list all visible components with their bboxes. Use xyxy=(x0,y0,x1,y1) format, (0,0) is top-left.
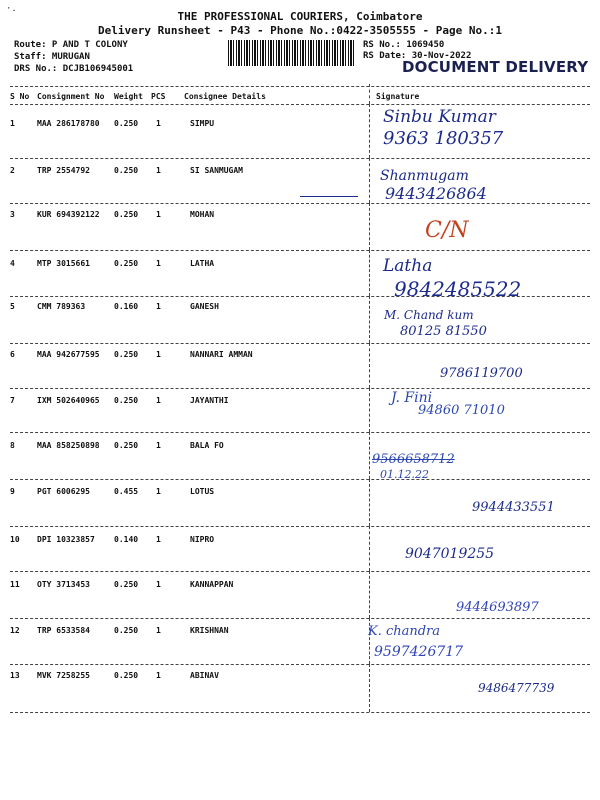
column-divider xyxy=(369,250,370,296)
row-pcs: 1 xyxy=(156,166,161,175)
row-consignment-no: MAA 286178780 xyxy=(37,119,100,128)
header-column-divider xyxy=(369,84,370,104)
row-consignee: SIMPU xyxy=(190,119,215,128)
row-consignee: LATHA xyxy=(190,259,215,268)
row-sno: 7 xyxy=(10,396,15,405)
row-sno: 6 xyxy=(10,350,15,359)
row-consignment-no: TRP 6533584 xyxy=(37,626,90,635)
col-header-consignee: Consignee Details xyxy=(184,92,266,101)
rs-date: RS Date: 30-Nov-2022 xyxy=(363,51,472,61)
row-signature-phone: 80125 81550 xyxy=(400,324,487,339)
row-divider xyxy=(10,571,590,572)
row-divider xyxy=(10,343,590,344)
route-label: Route: P AND T COLONY xyxy=(14,40,128,50)
row-signature: Shanmugam xyxy=(380,168,469,184)
row-divider xyxy=(10,526,590,527)
row-consignment-no: PGT 6006295 xyxy=(37,487,90,496)
row-pcs: 1 xyxy=(156,119,161,128)
row-sno: 11 xyxy=(10,580,20,589)
row-signature: J. Fini xyxy=(391,390,433,406)
column-divider xyxy=(369,388,370,432)
row-consignee: ABINAV xyxy=(190,671,219,680)
row-consignee: MOHAN xyxy=(190,210,215,219)
row-sno: 2 xyxy=(10,166,15,175)
row-divider xyxy=(10,158,590,159)
col-header-sno: S No xyxy=(10,92,30,101)
row-signature: 9047019255 xyxy=(405,546,495,562)
column-divider xyxy=(369,479,370,526)
row-signature: 9486477739 xyxy=(478,681,555,695)
column-divider xyxy=(369,104,370,158)
row-pcs: 1 xyxy=(156,626,161,635)
row-consignment-no: OTY 3713453 xyxy=(37,580,90,589)
row-weight: 0.250 xyxy=(114,580,139,589)
col-header-weight: Weight xyxy=(114,92,143,101)
row-signature-phone: 9443426864 xyxy=(385,184,487,203)
row-consignment-no: IXM 502640965 xyxy=(37,396,100,405)
rs-number: RS No.: 1069450 xyxy=(363,40,445,50)
row-consignee: KANNAPPAN xyxy=(190,580,234,589)
row-pcs: 1 xyxy=(156,580,161,589)
row-consignment-no: KUR 694392122 xyxy=(37,210,100,219)
row-signature: Latha xyxy=(383,256,433,276)
row-weight: 0.250 xyxy=(114,210,139,219)
row-signature: K. chandra xyxy=(368,624,441,639)
row-consignment-no: TRP 2554792 xyxy=(37,166,90,175)
row-pcs: 1 xyxy=(156,535,161,544)
header-bottom-rule xyxy=(10,104,590,105)
row-divider xyxy=(10,712,590,713)
column-divider xyxy=(369,203,370,250)
column-divider xyxy=(369,571,370,618)
row-weight: 0.250 xyxy=(114,119,139,128)
row-consignment-no: MTP 3015661 xyxy=(37,259,90,268)
row-sno: 9 xyxy=(10,487,15,496)
row-weight: 0.250 xyxy=(114,259,139,268)
row-consignee: KRISHNAN xyxy=(190,626,229,635)
row-weight: 0.250 xyxy=(114,441,139,450)
col-header-signature: Signature xyxy=(376,92,420,101)
row-weight: 0.250 xyxy=(114,166,139,175)
runsheet-title: THE PROFESSIONAL COURIERS, Coimbatore xyxy=(177,10,423,23)
column-divider xyxy=(369,618,370,664)
col-header-consignment: Consignment No xyxy=(37,92,105,101)
row-weight: 0.455 xyxy=(114,487,139,496)
row-signature-phone: 94860 71010 xyxy=(418,403,505,418)
row-consignee: GANESH xyxy=(190,302,219,311)
row-divider xyxy=(10,479,590,480)
column-divider xyxy=(369,158,370,203)
row-pcs: 1 xyxy=(156,487,161,496)
row-consignee: NANNARI AMMAN xyxy=(190,350,253,359)
row-signature-phone: 9363 180357 xyxy=(383,128,504,149)
scan-mark: ·. xyxy=(6,4,17,14)
row-sno: 4 xyxy=(10,259,15,268)
row-pcs: 1 xyxy=(156,441,161,450)
row-divider xyxy=(10,432,590,433)
row-pcs: 1 xyxy=(156,210,161,219)
column-divider xyxy=(369,664,370,712)
delivery-type-stamp: DOCUMENT DELIVERY xyxy=(402,58,589,76)
row-consignee: LOTUS xyxy=(190,487,215,496)
row-consignment-no: MVK 7258255 xyxy=(37,671,90,680)
row-weight: 0.160 xyxy=(114,302,139,311)
row-sno: 8 xyxy=(10,441,15,450)
row-consignee: JAYANTHI xyxy=(190,396,229,405)
row-weight: 0.250 xyxy=(114,350,139,359)
row-weight: 0.250 xyxy=(114,626,139,635)
row-signature: Sinbu Kumar xyxy=(383,107,496,127)
row-signature-phone: 9944433551 xyxy=(472,500,555,515)
row-signature: 9444693897 xyxy=(456,600,539,615)
row-consignment-no: MAA 858250898 xyxy=(37,441,100,450)
row-consignment-no: MAA 942677595 xyxy=(37,350,100,359)
row-sno: 1 xyxy=(10,119,15,128)
row-divider xyxy=(10,250,590,251)
row-signature-phone: 01.12.22 xyxy=(380,468,429,481)
row-divider xyxy=(10,388,590,389)
runsheet-subtitle: Delivery Runsheet - P43 - Phone No.:0422-3505555 - Page No.:1 xyxy=(98,24,502,37)
col-header-pcs: PCS xyxy=(151,92,166,101)
column-divider xyxy=(369,526,370,571)
row-weight: 0.250 xyxy=(114,396,139,405)
row-divider xyxy=(10,618,590,619)
row-signature: 9566658712 xyxy=(372,452,455,467)
row-sno: 12 xyxy=(10,626,20,635)
row-consignee: SI SANMUGAM xyxy=(190,166,243,175)
column-divider xyxy=(369,343,370,388)
row-signature-phone: 9842485522 xyxy=(394,277,522,301)
barcode xyxy=(228,40,356,66)
row-sno: 13 xyxy=(10,671,20,680)
row-consignee: BALA FO xyxy=(190,441,224,450)
column-divider xyxy=(369,432,370,479)
pen-stroke xyxy=(300,196,358,197)
column-divider xyxy=(369,296,370,343)
row-signature: C/N xyxy=(425,218,469,243)
row-consignment-no: DPI 10323857 xyxy=(37,535,95,544)
row-consignment-no: CMM 789363 xyxy=(37,302,86,311)
row-divider xyxy=(10,203,590,204)
row-signature: 9786119700 xyxy=(440,366,523,381)
row-pcs: 1 xyxy=(156,302,161,311)
row-sno: 3 xyxy=(10,210,15,219)
header-top-rule xyxy=(10,86,590,87)
row-weight: 0.140 xyxy=(114,535,139,544)
drs-number: DRS No.: DCJB106945001 xyxy=(14,64,134,74)
row-pcs: 1 xyxy=(156,350,161,359)
row-pcs: 1 xyxy=(156,671,161,680)
staff-label: Staff: MURUGAN xyxy=(14,52,90,62)
row-divider xyxy=(10,296,590,297)
row-divider xyxy=(10,664,590,665)
row-weight: 0.250 xyxy=(114,671,139,680)
row-pcs: 1 xyxy=(156,396,161,405)
row-pcs: 1 xyxy=(156,259,161,268)
row-sno: 10 xyxy=(10,535,20,544)
row-consignee: NIPRO xyxy=(190,535,215,544)
row-signature-phone: 9597426717 xyxy=(374,644,464,660)
row-signature: M. Chand kum xyxy=(384,308,474,322)
row-sno: 5 xyxy=(10,302,15,311)
